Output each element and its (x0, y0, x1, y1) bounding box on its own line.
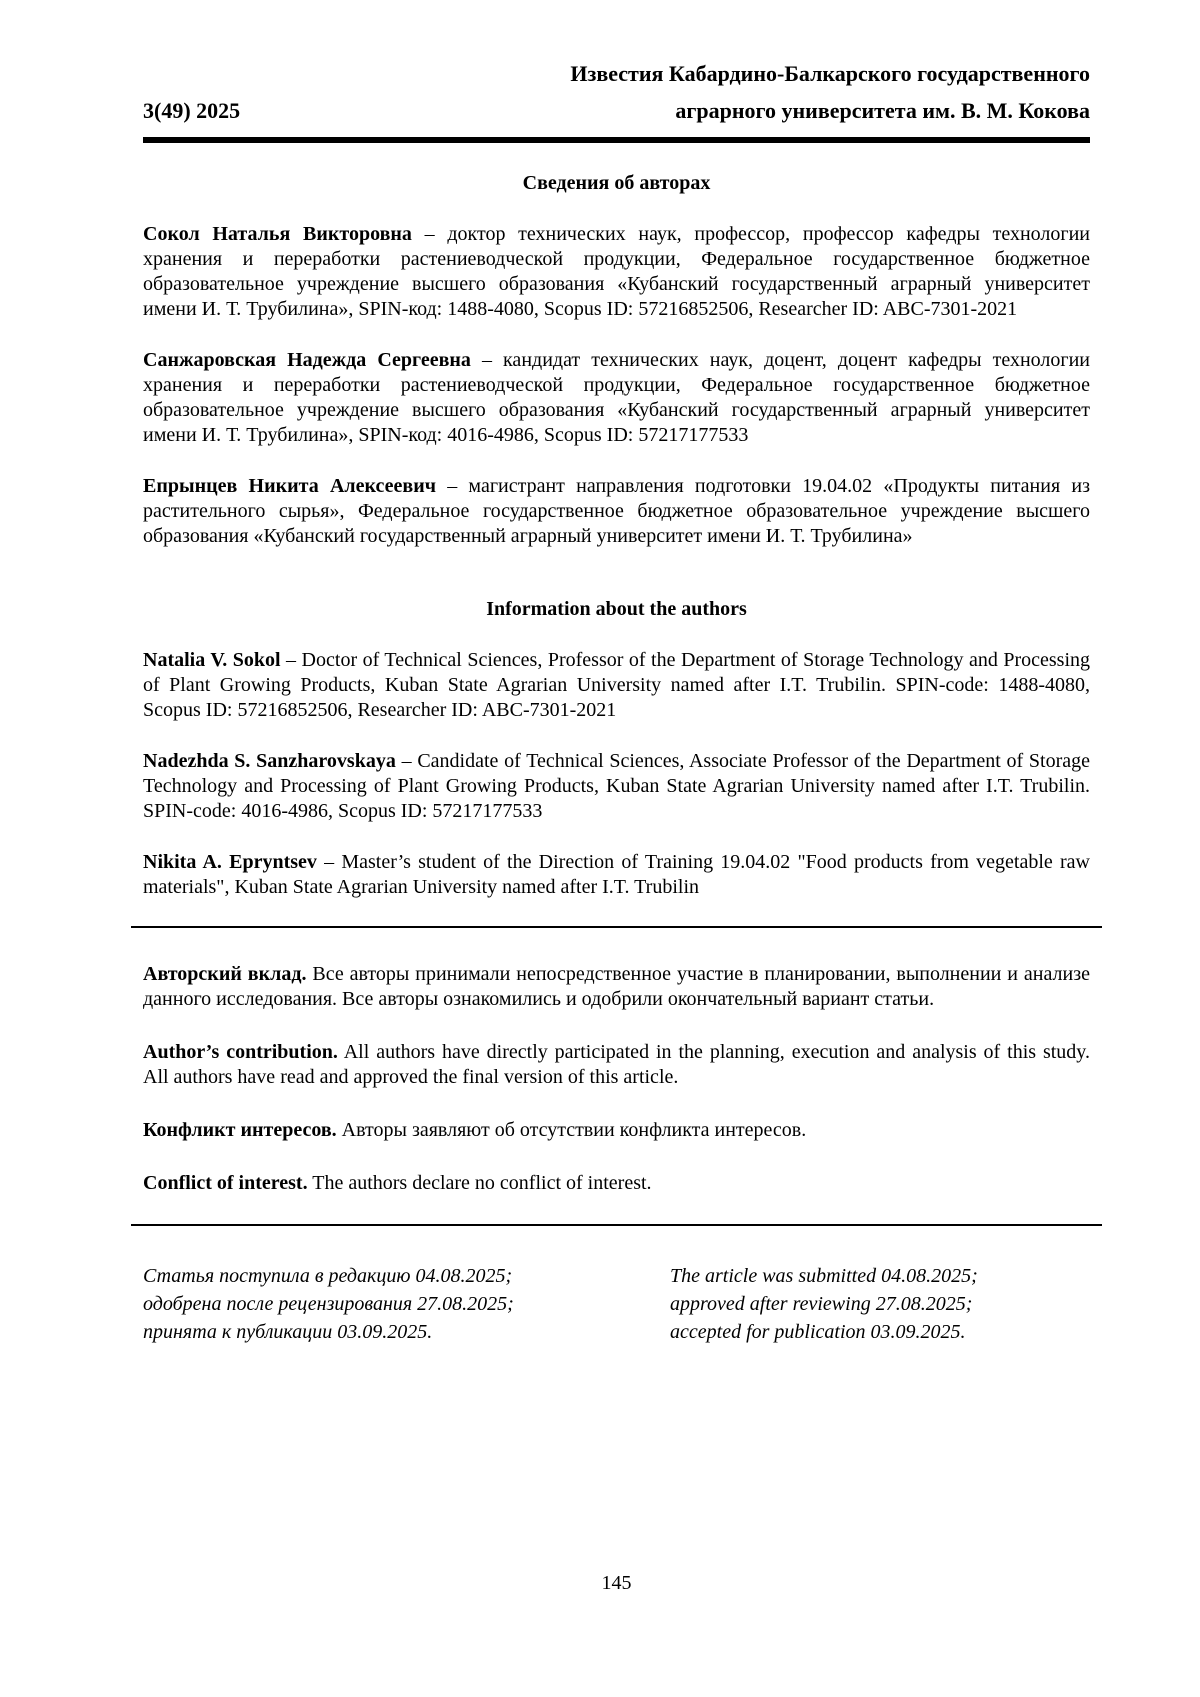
author-paragraph-en-sokol (143, 648, 1090, 723)
section-heading-ru: Сведения об авторах (522, 172, 711, 194)
statement-text: The authors declare no conflict of interest. (307, 1172, 652, 1194)
divider-rule-top (131, 926, 1102, 928)
page-number: 145 (601, 1572, 632, 1594)
author-details: – Doctor of Technical Sciences, Professor of the Department of Storage Technology and Processing of Plant Growing Products, Kuban State Agrarian University named after I.T. Trubilin. SPIN-code: 1488-4080, Scopus ID: 57216852506, Researcher ID: ABC-7301-2021 (143, 649, 1090, 721)
author-name: Natalia V. Sokol (143, 649, 281, 671)
statement-conflict-of-interest-ru (143, 1118, 1090, 1143)
statement-label: Конфликт интересов. (143, 1119, 337, 1141)
author-name: Епрынцев Никита Алексеевич (143, 475, 436, 497)
statement-label: Conflict of interest. (143, 1172, 308, 1194)
header-rule (143, 137, 1090, 143)
author-paragraph-ru-sanzharovskaya (143, 348, 1090, 448)
author-details: – Candidate of Technical Sciences, Associate Professor of the Department of Storage Technology and Processing of Plant Growing Products, Kuban State Agrarian University named after I.T. Trubilin. SPIN-code: 4016-4986, Scopus ID: 57217177533 (143, 750, 1090, 822)
article-dates (143, 1262, 1090, 1346)
divider-rule-bottom (131, 1224, 1102, 1226)
author-name: Сокол Наталья Викторовна (143, 223, 412, 245)
author-name: Nikita A. Epryntsev (143, 851, 317, 873)
author-details: – магистрант направления подготовки 19.04.02 «Продукты питания из растительного сырья», Федеральное государственное бюджетное образовательное учреждение высшего образования «Кубанский государственный аграрный университет имени И. Т. Трубилина» (143, 475, 1090, 547)
page-header (143, 55, 1090, 129)
issue-number: 3(49) 2025 (143, 98, 241, 123)
author-paragraph-en-epryntsev (143, 850, 1090, 900)
author-name: Санжаровская Надежда Сергеевна (143, 349, 471, 371)
author-details: – Master’s student of the Direction of Training 19.04.02 "Food products from vegetable raw materials", Kuban State Agrarian University named after I.T. Trubilin (143, 851, 1090, 898)
author-paragraph-ru-epryntsev (143, 474, 1090, 549)
statement-text: Авторы заявляют об отсутствии конфликта интересов. (336, 1119, 807, 1141)
page-content (143, 55, 1090, 1346)
article-dates-ru (143, 1262, 670, 1346)
statement-conflict-of-interest-en (143, 1171, 1090, 1196)
section-heading-en: Information about the authors (486, 598, 747, 620)
author-details: – кандидат технических наук, доцент, доцент кафедры технологии хранения и переработки растениеводческой продукции, Федеральное государственное бюджетное образовательное учреждение высшего образования «Кубанский государственный аграрный университет имени И. Т. Трубилина», SPIN-код: 4016-4986, Scopus ID: 57217177533 (143, 349, 1090, 446)
statement-author-contribution-en (143, 1040, 1090, 1090)
date-accepted-ru: принята к публикации 03.09.2025. (143, 1321, 433, 1343)
date-approved-en: approved after reviewing 27.08.2025; (670, 1293, 973, 1315)
journal-title-line1: Известия Кабардино-Балкарского государственного (570, 61, 1090, 86)
date-submitted-ru: Статья поступила в редакцию 04.08.2025; (143, 1265, 513, 1287)
date-submitted-en: The article was submitted 04.08.2025; (670, 1265, 978, 1287)
statement-text: All authors have directly participated in the planning, execution and analysis of this study. All authors have read and approved the final version of this article. (143, 1041, 1090, 1088)
journal-title-line2: аграрного университета им. В. М. Кокова (675, 98, 1090, 123)
article-dates-en (670, 1262, 1090, 1346)
date-accepted-en: accepted for publication 03.09.2025. (670, 1321, 966, 1343)
author-paragraph-en-sanzharovskaya (143, 749, 1090, 824)
author-paragraph-ru-sokol (143, 222, 1090, 322)
author-name: Nadezhda S. Sanzharovskaya (143, 750, 396, 772)
journal-title (570, 55, 1090, 129)
statement-label: Author’s contribution. (143, 1041, 338, 1063)
statement-text: Все авторы принимали непосредственное участие в планировании, выполнении и анализе данного исследования. Все авторы ознакомились и одобрили окончательный вариант статьи. (143, 963, 1090, 1010)
date-approved-ru: одобрена после рецензирования 27.08.2025; (143, 1293, 514, 1315)
author-details: – доктор технических наук, профессор, профессор кафедры технологии хранения и переработки растениеводческой продукции, Федеральное государственное бюджетное образовательное учреждение высшего образования «Кубанский государственный аграрный университет имени И. Т. Трубилина», SPIN-код: 1488-4080, Scopus ID: 57216852506, Researcher ID: ABC-7301-2021 (143, 223, 1090, 320)
statement-author-contribution-ru (143, 962, 1090, 1012)
statement-label: Авторский вклад. (143, 963, 307, 985)
